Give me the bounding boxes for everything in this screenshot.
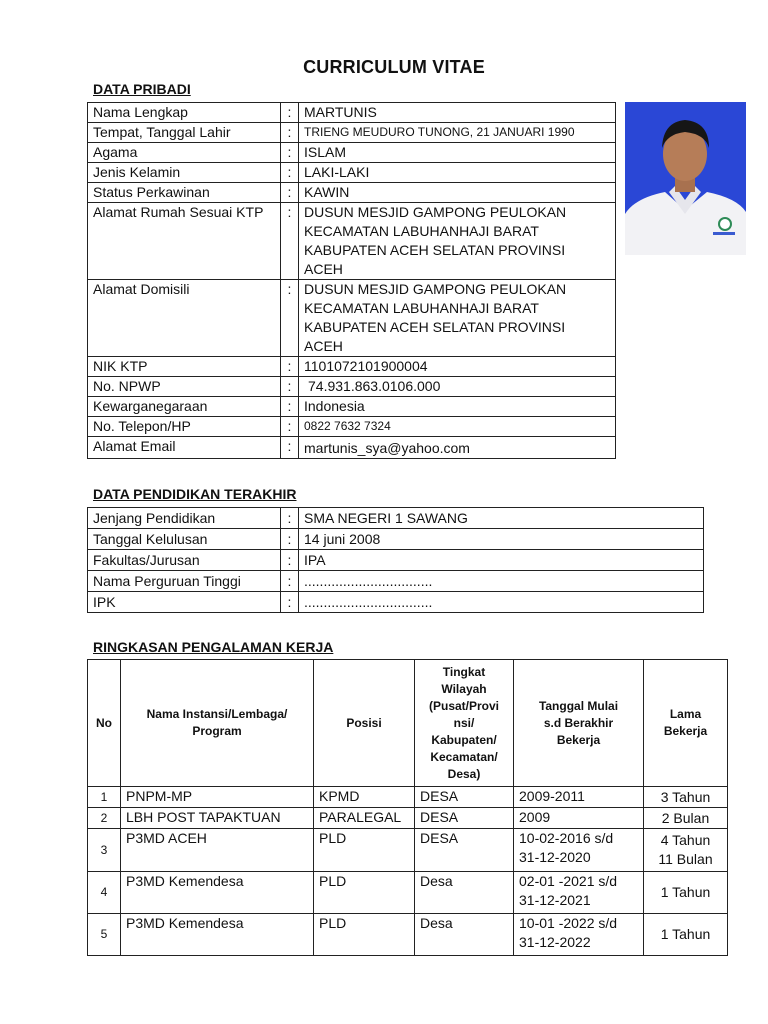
table-row xyxy=(88,183,616,203)
section-heading-personal: DATA PRIBADI xyxy=(93,81,191,97)
value: ................................. xyxy=(299,571,704,592)
table-row xyxy=(88,123,616,143)
table-row xyxy=(88,529,704,550)
colon: : xyxy=(281,357,299,377)
label: Fakultas/Jurusan xyxy=(88,550,281,571)
header-line: Kecamatan/ xyxy=(430,749,498,764)
value xyxy=(299,203,616,280)
cell-line: 11 Bulan xyxy=(658,851,713,867)
value: 0822 7632 7324 xyxy=(299,417,616,437)
cell-posisi: PLD xyxy=(314,829,415,872)
cell-tanggal: 2009-2011 xyxy=(514,787,644,808)
colon: : xyxy=(281,377,299,397)
cell-tanggal: 2009 xyxy=(514,808,644,829)
cell-tanggal xyxy=(514,914,644,956)
value: 14 juni 2008 xyxy=(299,529,704,550)
colon: : xyxy=(281,592,299,613)
cell-lama xyxy=(644,829,728,872)
cell-no: 4 xyxy=(88,872,121,914)
label: Alamat Email xyxy=(88,437,281,459)
colon: : xyxy=(281,280,299,357)
cell-line: 10-02-2016 s/d xyxy=(519,830,614,846)
header-line: Lama xyxy=(669,707,702,721)
colon: : xyxy=(281,183,299,203)
table-row xyxy=(88,357,616,377)
cell-line: 31-12-2022 xyxy=(519,934,591,950)
value: ................................. xyxy=(299,592,704,613)
label: Agama xyxy=(88,143,281,163)
colon: : xyxy=(281,123,299,143)
label: IPK xyxy=(88,592,281,613)
colon: : xyxy=(281,397,299,417)
value: 74.931.863.0106.000 xyxy=(299,377,616,397)
header-line: (Pusat/Provi xyxy=(428,698,500,713)
header-line: Bekerja xyxy=(556,732,601,747)
cell-wilayah: DESA xyxy=(415,787,514,808)
header-lama xyxy=(644,660,728,787)
cell-instansi: P3MD Kemendesa xyxy=(121,914,314,956)
value: ISLAM xyxy=(299,143,616,163)
colon: : xyxy=(281,103,299,123)
table-row xyxy=(88,592,704,613)
cell-line: 31-12-2021 xyxy=(519,892,591,908)
cell-posisi: KPMD xyxy=(314,787,415,808)
colon: : xyxy=(281,508,299,529)
header-line: Kabupaten/ xyxy=(431,732,497,747)
header-no: No xyxy=(88,660,121,787)
cell-no: 2 xyxy=(88,808,121,829)
table-header-row xyxy=(88,660,728,787)
label: Kewarganegaraan xyxy=(88,397,281,417)
colon: : xyxy=(281,550,299,571)
cell-tanggal xyxy=(514,829,644,872)
value xyxy=(299,280,616,357)
table-row xyxy=(88,397,616,417)
value: IPA xyxy=(299,550,704,571)
cell-no: 3 xyxy=(88,829,121,872)
value: TRIENG MEUDURO TUNONG, 21 JANUARI 1990 xyxy=(299,123,616,143)
label: Tempat, Tanggal Lahir xyxy=(88,123,281,143)
cell-wilayah: DESA xyxy=(415,808,514,829)
value: SMA NEGERI 1 SAWANG xyxy=(299,508,704,529)
cell-line: 10-01 -2022 s/d xyxy=(519,915,618,931)
cell-posisi: PARALEGAL xyxy=(314,808,415,829)
cell-lama: 2 Bulan xyxy=(644,808,728,829)
table-row xyxy=(88,163,616,183)
cell-no: 5 xyxy=(88,914,121,956)
label: Jenis Kelamin xyxy=(88,163,281,183)
section-heading-work: RINGKASAN PENGALAMAN KERJA xyxy=(93,639,334,655)
page-title: CURRICULUM VITAE xyxy=(303,57,485,77)
header-line: Tingkat xyxy=(442,664,486,679)
value-line: ACEH xyxy=(304,261,343,277)
education-table xyxy=(87,507,704,613)
cell-instansi: P3MD ACEH xyxy=(121,829,314,872)
header-wilayah xyxy=(415,660,514,787)
value-line: ACEH xyxy=(304,338,343,354)
value: MARTUNIS xyxy=(299,103,616,123)
label: No. Telepon/HP xyxy=(88,417,281,437)
table-row xyxy=(88,280,616,357)
header-line: Bekerja xyxy=(663,724,708,738)
table-row xyxy=(88,417,616,437)
colon: : xyxy=(281,203,299,280)
label: Nama Lengkap xyxy=(88,103,281,123)
label: No. NPWP xyxy=(88,377,281,397)
cell-wilayah: Desa xyxy=(415,914,514,956)
colon: : xyxy=(281,529,299,550)
cell-line: 02-01 -2021 s/d xyxy=(519,873,618,889)
table-row xyxy=(88,808,728,829)
table-row xyxy=(88,550,704,571)
cell-no: 1 xyxy=(88,787,121,808)
header-line: s.d Berakhir xyxy=(543,715,614,730)
cell-posisi: PLD xyxy=(314,914,415,956)
cell-posisi: PLD xyxy=(314,872,415,914)
cell-line: 31-12-2020 xyxy=(519,849,591,865)
table-row xyxy=(88,437,616,459)
value: Indonesia xyxy=(299,397,616,417)
table-row xyxy=(88,508,704,529)
table-row xyxy=(88,914,728,956)
section-heading-education: DATA PENDIDIKAN TERAKHIR xyxy=(93,486,297,502)
header-tanggal xyxy=(514,660,644,787)
header-instansi: Nama Instansi/Lembaga/ Program xyxy=(121,660,314,787)
profile-photo xyxy=(625,102,746,255)
colon: : xyxy=(281,437,299,459)
colon: : xyxy=(281,163,299,183)
label: NIK KTP xyxy=(88,357,281,377)
table-row xyxy=(88,787,728,808)
value-line: KECAMATAN LABUHANHAJI BARAT xyxy=(304,300,539,316)
cell-wilayah: Desa xyxy=(415,872,514,914)
label: Alamat Domisili xyxy=(88,280,281,357)
label: Alamat Rumah Sesuai KTP xyxy=(88,203,281,280)
value: 1101072101900004 xyxy=(299,357,616,377)
value-line: KABUPATEN ACEH SELATAN PROVINSI xyxy=(304,319,566,335)
cell-lama: 1 Tahun xyxy=(644,914,728,956)
table-row xyxy=(88,143,616,163)
personal-data-table xyxy=(87,102,616,459)
header-line: nsi/ xyxy=(453,715,475,730)
table-row xyxy=(88,203,616,280)
cell-instansi: PNPM-MP xyxy=(121,787,314,808)
header-posisi: Posisi xyxy=(314,660,415,787)
value-line: KECAMATAN LABUHANHAJI BARAT xyxy=(304,223,539,239)
table-row xyxy=(88,571,704,592)
value-line: KABUPATEN ACEH SELATAN PROVINSI xyxy=(304,242,566,258)
cell-wilayah: DESA xyxy=(415,829,514,872)
table-row xyxy=(88,829,728,872)
table-row xyxy=(88,872,728,914)
colon: : xyxy=(281,417,299,437)
cell-tanggal xyxy=(514,872,644,914)
header-line: Wilayah xyxy=(441,681,487,696)
value-line: DUSUN MESJID GAMPONG PEULOKAN xyxy=(304,204,567,220)
cell-lama: 3 Tahun xyxy=(644,787,728,808)
profile-photo-illustration xyxy=(625,102,746,255)
header-line: Tanggal Mulai xyxy=(538,698,619,713)
cell-instansi: LBH POST TAPAKTUAN xyxy=(121,808,314,829)
value: LAKI-LAKI xyxy=(299,163,616,183)
label: Nama Perguruan Tinggi xyxy=(88,571,281,592)
colon: : xyxy=(281,571,299,592)
cell-line: 4 Tahun xyxy=(660,832,711,848)
label: Jenjang Pendidikan xyxy=(88,508,281,529)
value: KAWIN xyxy=(299,183,616,203)
table-row xyxy=(88,377,616,397)
label: Status Perkawinan xyxy=(88,183,281,203)
label: Tanggal Kelulusan xyxy=(88,529,281,550)
colon: : xyxy=(281,143,299,163)
cell-instansi: P3MD Kemendesa xyxy=(121,872,314,914)
work-experience-table xyxy=(87,659,728,956)
value-line: DUSUN MESJID GAMPONG PEULOKAN xyxy=(304,281,567,297)
header-line: Desa) xyxy=(447,766,481,781)
value: martunis_sya@yahoo.com xyxy=(299,437,616,459)
cell-lama: 1 Tahun xyxy=(644,872,728,914)
table-row xyxy=(88,103,616,123)
